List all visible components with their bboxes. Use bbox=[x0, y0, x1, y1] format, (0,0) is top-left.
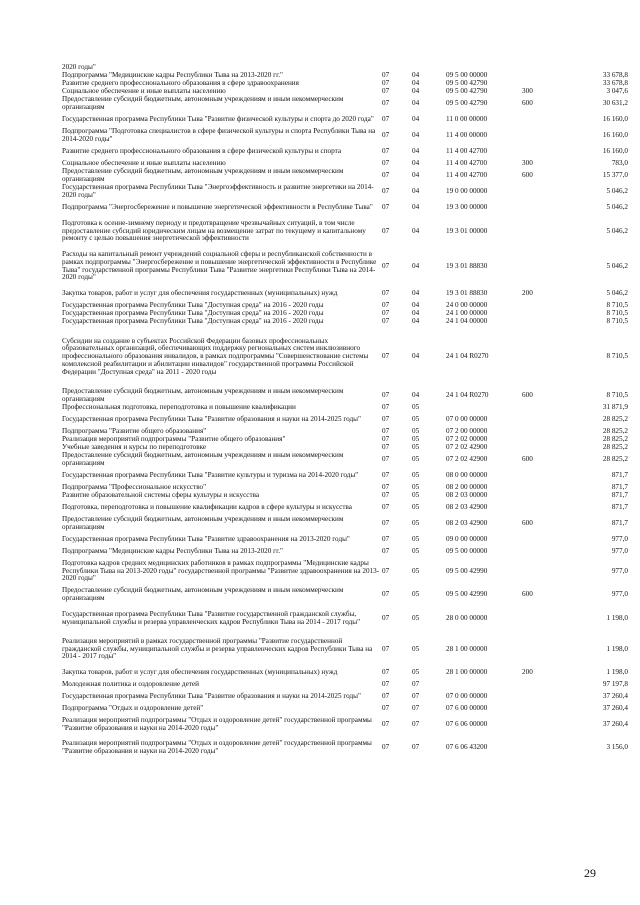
row-subsection-code: 05 bbox=[412, 435, 420, 444]
table-row bbox=[62, 247, 628, 286]
row-section-code: 07 bbox=[382, 309, 390, 318]
row-amount: 37 260,4 bbox=[602, 692, 628, 701]
row-amount: 871,7 bbox=[611, 483, 628, 492]
row-subsection-code: 04 bbox=[412, 87, 420, 96]
row-name: 2020 годы" bbox=[62, 63, 96, 72]
row-section-code: 07 bbox=[382, 115, 390, 124]
row-section-code: 07 bbox=[382, 71, 390, 80]
row-expense-type bbox=[522, 200, 556, 216]
row-expense-type bbox=[522, 444, 556, 452]
row-expense-type bbox=[522, 216, 556, 247]
row-target-article: 08 2 00 00000 bbox=[446, 483, 488, 492]
row-name: Реализация мероприятий подпрограммы "Отдых и оздоровление детей" государственной программы "Развитие образования и науки на 2014-2020 годы" bbox=[62, 715, 372, 732]
table-row bbox=[62, 665, 628, 681]
table-row bbox=[62, 603, 628, 634]
row-amount: 8 710,5 bbox=[606, 391, 628, 400]
row-subsection-code: 05 bbox=[412, 590, 420, 599]
row-section-code: 07 bbox=[382, 317, 390, 326]
row-subsection-code: 07 bbox=[412, 719, 420, 728]
row-section-code: 07 bbox=[382, 668, 390, 677]
table-row bbox=[62, 412, 628, 428]
row-name: Государственная программа Республики Тыва "Развитие здравоохранения на 2013-2020 годы" bbox=[62, 535, 350, 544]
row-amount: 33 678,8 bbox=[602, 79, 628, 88]
row-expense-type: 600 bbox=[522, 391, 533, 400]
row-expense-type bbox=[522, 492, 556, 500]
table-row bbox=[62, 144, 628, 160]
row-subsection-code: 05 bbox=[412, 668, 420, 677]
row-expense-type bbox=[522, 64, 556, 72]
row-section-code: 07 bbox=[382, 171, 390, 180]
row-amount: 28 825,2 bbox=[602, 415, 628, 424]
row-expense-type bbox=[522, 736, 556, 759]
row-subsection-code: 04 bbox=[412, 352, 420, 361]
row-expense-type bbox=[522, 689, 556, 705]
row-name: Подпрограмма "Отдых и оздоровление детей" bbox=[62, 704, 204, 713]
row-target-article: 11 4 00 42700 bbox=[446, 147, 488, 156]
row-name: Государственная программа Республики Тыва "Доступная среда" на 2016 - 2020 годы bbox=[62, 317, 324, 326]
row-name: Закупка товаров, работ и услуг для обеспечения государственных (муниципальных) нужд bbox=[62, 289, 338, 298]
table-row bbox=[62, 681, 628, 689]
row-target-article: 28 0 00 00000 bbox=[446, 613, 488, 622]
row-amount: 30 631,2 bbox=[602, 99, 628, 108]
row-expense-type: 600 bbox=[522, 519, 533, 528]
table-row bbox=[62, 326, 628, 388]
table-row bbox=[62, 468, 628, 484]
row-target-article: 09 5 00 42990 bbox=[446, 590, 488, 599]
row-target-article: 08 2 03 42900 bbox=[446, 503, 488, 512]
row-target-article: 07 6 00 00000 bbox=[446, 704, 488, 713]
row-section-code: 07 bbox=[382, 159, 390, 168]
row-name: Развитие образовательной системы сферы культуры и искусства bbox=[62, 491, 260, 500]
row-name: Подготовка, переподготовка и повышение квалификации кадров в сфере культуры и искусства bbox=[62, 503, 352, 512]
row-subsection-code: 04 bbox=[412, 115, 420, 124]
row-target-article: 24 1 04 R0270 bbox=[446, 391, 489, 400]
row-subsection-code: 05 bbox=[412, 535, 420, 544]
row-target-article: 07 2 02 42900 bbox=[446, 443, 488, 452]
row-expense-type bbox=[522, 634, 556, 665]
table-row bbox=[62, 532, 628, 548]
table-row bbox=[62, 492, 628, 500]
row-section-code: 07 bbox=[382, 131, 390, 140]
row-subsection-code: 04 bbox=[412, 261, 420, 270]
row-name: Государственная программа Республики Тыва "Развитие физической культуры и спорта до 2020 года" bbox=[62, 115, 374, 124]
row-amount: 1 198,0 bbox=[606, 644, 628, 653]
row-section-code: 07 bbox=[382, 613, 390, 622]
row-target-article: 09 5 00 42990 bbox=[446, 566, 488, 575]
row-target-article: 07 2 02 00000 bbox=[446, 435, 488, 444]
row-subsection-code: 05 bbox=[412, 566, 420, 575]
row-amount: 8 710,5 bbox=[606, 317, 628, 326]
row-target-article bbox=[446, 681, 522, 689]
row-subsection-code: 04 bbox=[412, 226, 420, 235]
row-name: Предоставление субсидий бюджетным, автономным учреждениям и иным некоммерческим организациям bbox=[62, 451, 344, 467]
row-subsection-code: 05 bbox=[412, 443, 420, 452]
row-name: Учебные заведения и курсы по переподготовке bbox=[62, 443, 207, 452]
budget-table bbox=[62, 64, 628, 759]
row-subsection-code: 07 bbox=[412, 742, 420, 751]
table-row bbox=[62, 216, 628, 247]
row-section-code: 07 bbox=[382, 680, 390, 689]
row-expense-type: 200 bbox=[522, 668, 533, 677]
row-section-code: 07 bbox=[382, 644, 390, 653]
row-section-code: 07 bbox=[382, 203, 390, 212]
row-target-article: 08 2 03 42900 bbox=[446, 519, 488, 528]
table-row bbox=[62, 452, 628, 468]
row-section-code: 07 bbox=[382, 261, 390, 270]
row-amount: 37 260,4 bbox=[602, 704, 628, 713]
row-section-code: 07 bbox=[382, 590, 390, 599]
row-expense-type bbox=[522, 72, 556, 80]
row-name: Подпрограмма "Подготовка специалистов в сфере физической культуры и спорта Республики Тыва на 2014-2020 годы" bbox=[62, 127, 376, 143]
row-expense-type bbox=[522, 548, 556, 556]
table-row bbox=[62, 96, 628, 112]
row-name: Предоставление субсидий бюджетным, автономным учреждениям и иным некоммерческим организациям bbox=[62, 515, 344, 531]
table-row bbox=[62, 713, 628, 736]
row-name: Профессиональная подготовка, переподготовка и повышение квалификации bbox=[62, 403, 296, 412]
row-target-article: 08 0 00 00000 bbox=[446, 471, 488, 480]
row-expense-type: 600 bbox=[522, 590, 533, 599]
row-subsection-code: 04 bbox=[412, 171, 420, 180]
row-amount: 37 260,4 bbox=[602, 719, 628, 728]
row-name: Государственная программа Республики Тыва "Развитие государственной гражданской службы, муниципальной службы и резерва управленческих кадров Республики Тыва на 2014 - 2017 годы" bbox=[62, 609, 361, 626]
row-section-code: 07 bbox=[382, 427, 390, 436]
row-target-article bbox=[446, 404, 522, 412]
row-amount: 28 825,2 bbox=[602, 443, 628, 452]
row-subsection-code: 05 bbox=[412, 613, 420, 622]
row-subsection-code: 05 bbox=[412, 455, 420, 464]
row-target-article: 07 0 00 00000 bbox=[446, 692, 488, 701]
table-row bbox=[62, 318, 628, 326]
row-expense-type: 600 bbox=[522, 99, 533, 108]
table-row bbox=[62, 548, 628, 556]
row-target-article: 24 1 00 00000 bbox=[446, 309, 488, 318]
table-row bbox=[62, 128, 628, 144]
row-name: Подпрограмма "Медицинские кадры Республики Тыва на 2013-2020 гг." bbox=[62, 547, 283, 556]
row-subsection-code: 05 bbox=[412, 503, 420, 512]
row-section-code: 07 bbox=[382, 519, 390, 528]
row-subsection-code: 05 bbox=[412, 547, 420, 556]
table-row bbox=[62, 500, 628, 516]
row-name: Субсидии на создание в субъектах Российской Федерации базовых профессиональных образовательных организаций, обеспечивающих поддержку региональных систем инклюзивного профессионального образования инвалидов, в рамках подпрограммы "Совершенствование системы комплексной реабилитации и абилитации инвалидов" государственной программы Российской Федерации "Доступная среда" на 2011 - 2020 годы bbox=[62, 336, 369, 376]
row-amount: 28 825,2 bbox=[602, 455, 628, 464]
row-name: Государственная программа Республики Тыва "Развитие культуры и туризма на 2014-2020 годы" bbox=[62, 471, 359, 480]
row-amount: 871,7 bbox=[611, 519, 628, 528]
row-section-code: 07 bbox=[382, 403, 390, 412]
table-row bbox=[62, 736, 628, 759]
row-amount: 1 198,0 bbox=[606, 613, 628, 622]
row-expense-type bbox=[522, 144, 556, 160]
row-target-article: 08 2 03 00000 bbox=[446, 491, 488, 500]
row-name: Государственная программа Республики Тыва "Энергоэффективность и развитие энергетики на 2014-2020 годы" bbox=[62, 183, 374, 199]
row-subsection-code: 05 bbox=[412, 483, 420, 492]
row-subsection-code: 04 bbox=[412, 317, 420, 326]
row-name: Государственная программа Республики Тыва "Развитие образования и науки на 2014-2025 годы" bbox=[62, 415, 361, 424]
row-name: Закупка товаров, работ и услуг для обеспечения государственных (муниципальных) нужд bbox=[62, 668, 338, 677]
row-subsection-code: 04 bbox=[412, 159, 420, 168]
row-target-article: 09 5 00 42790 bbox=[446, 79, 488, 88]
row-amount: 16 160,0 bbox=[602, 115, 628, 124]
row-subsection-code: 07 bbox=[412, 680, 420, 689]
row-section-code: 07 bbox=[382, 692, 390, 701]
row-subsection-code: 04 bbox=[412, 147, 420, 156]
row-expense-type bbox=[522, 428, 556, 436]
row-target-article: 07 6 06 00000 bbox=[446, 719, 488, 728]
row-amount: 16 160,0 bbox=[602, 147, 628, 156]
row-subsection-code: 04 bbox=[412, 99, 420, 108]
row-amount: 28 825,2 bbox=[602, 435, 628, 444]
row-name: Подпрограмма "Развитие общего образования" bbox=[62, 427, 207, 436]
row-section-code: 07 bbox=[382, 503, 390, 512]
row-target-article: 28 1 00 00000 bbox=[446, 644, 488, 653]
table-row bbox=[62, 404, 628, 412]
row-section-code: 07 bbox=[382, 535, 390, 544]
row-amount: 3 047,6 bbox=[606, 87, 628, 96]
row-subsection-code: 04 bbox=[412, 71, 420, 80]
row-amount: 5 046,2 bbox=[606, 289, 628, 298]
row-name: Подпрограмма "Энергосбережение и повышение энергетической эффективности в Республике Тыва" bbox=[62, 203, 373, 212]
page-number: 29 bbox=[584, 866, 596, 880]
row-name: Реализация мероприятий в рамках государственной программы "Развитие государственной гражданской службы, муниципальной службы и резерва управленческих кадров Республики Тыва на 2014 - 2017 годы" bbox=[62, 636, 373, 661]
row-expense-type: 600 bbox=[522, 455, 533, 464]
row-name: Предоставление субсидий бюджетным, автономным учреждениям и иным некоммерческим организациям bbox=[62, 167, 344, 183]
row-amount: 977,0 bbox=[611, 547, 628, 556]
row-section-code: 07 bbox=[382, 566, 390, 575]
row-section-code: 07 bbox=[382, 455, 390, 464]
row-target-article: 19 3 00 00000 bbox=[446, 203, 488, 212]
row-target-article: 11 4 00 42700 bbox=[446, 159, 488, 168]
row-target-article: 19 0 00 00000 bbox=[446, 187, 488, 196]
row-amount: 871,7 bbox=[611, 503, 628, 512]
row-name: Реализация мероприятий подпрограммы "Отдых и оздоровление детей" государственной программы "Развитие образования и науки на 2014-2020 годы" bbox=[62, 738, 372, 755]
row-name: Предоставление субсидий бюджетным, автономным учреждениям и иным некоммерческим организациям bbox=[62, 387, 344, 403]
row-name: Подпрограмма "Медицинские кадры Республики Тыва на 2013-2020 гг." bbox=[62, 71, 283, 80]
row-name: Развитие среднего профессионального образования в сфере здравоохранения bbox=[62, 79, 299, 88]
row-target-article: 11 4 00 42700 bbox=[446, 171, 488, 180]
row-section-code: 07 bbox=[382, 742, 390, 751]
row-target-article: 09 5 00 42790 bbox=[446, 99, 488, 108]
row-expense-type bbox=[522, 484, 556, 492]
table-row bbox=[62, 200, 628, 216]
table-row bbox=[62, 634, 628, 665]
row-target-article: 09 5 00 00000 bbox=[446, 547, 488, 556]
row-section-code: 07 bbox=[382, 415, 390, 424]
row-amount: 5 046,2 bbox=[606, 226, 628, 235]
row-name: Социальное обеспечение и иные выплаты населению bbox=[62, 159, 226, 168]
row-expense-type bbox=[522, 128, 556, 144]
row-subsection-code: 05 bbox=[412, 491, 420, 500]
row-subsection-code: 04 bbox=[412, 187, 420, 196]
row-amount: 8 710,5 bbox=[606, 309, 628, 318]
row-subsection-code: 04 bbox=[412, 289, 420, 298]
row-amount: 3 156,0 bbox=[606, 742, 628, 751]
row-subsection-code: 05 bbox=[412, 415, 420, 424]
row-target-article: 09 5 00 00000 bbox=[446, 71, 488, 80]
row-name: Подготовка кадров средних медицинских работников в рамках подпрограммы "Медицинские кадры Республики Тыва на 2013-2020 годы" государственной программы "Развитие здравоохранения на 2013-2020 годы" bbox=[62, 558, 380, 583]
row-amount: 97 197,8 bbox=[602, 680, 628, 689]
row-target-article: 07 6 06 43200 bbox=[446, 742, 488, 751]
row-name: Предоставление субсидий бюджетным, автономным учреждениям и иным некоммерческим организациям bbox=[62, 95, 344, 111]
row-amount: 31 871,9 bbox=[602, 403, 628, 412]
row-name: Государственная программа Республики Тыва "Доступная среда" на 2016 - 2020 годы bbox=[62, 301, 324, 310]
row-expense-type bbox=[522, 318, 556, 326]
table-row bbox=[62, 556, 628, 587]
row-expense-type bbox=[522, 184, 556, 200]
row-amount: 15 377,0 bbox=[602, 171, 628, 180]
row-expense-type bbox=[522, 603, 556, 634]
row-amount: 5 046,2 bbox=[606, 187, 628, 196]
row-target-article: 11 0 00 00000 bbox=[446, 115, 488, 124]
row-amount: 8 710,5 bbox=[606, 352, 628, 361]
row-section-code: 07 bbox=[382, 391, 390, 400]
row-subsection-code: 07 bbox=[412, 704, 420, 713]
row-expense-type bbox=[522, 412, 556, 428]
row-expense-type bbox=[522, 326, 556, 388]
row-subsection-code: 05 bbox=[412, 644, 420, 653]
table-row bbox=[62, 184, 628, 200]
row-section-code: 07 bbox=[382, 187, 390, 196]
row-name: Развитие среднего профессионального образования в сфере физической культуры и спорта bbox=[62, 147, 342, 156]
row-name: Социальное обеспечение и иные выплаты населению bbox=[62, 87, 226, 96]
row-section-code: 07 bbox=[382, 435, 390, 444]
row-section-code: 07 bbox=[382, 99, 390, 108]
row-section-code: 07 bbox=[382, 226, 390, 235]
row-target-article: 07 2 02 42900 bbox=[446, 455, 488, 464]
row-target-article: 11 4 00 00000 bbox=[446, 131, 488, 140]
row-expense-type bbox=[522, 681, 556, 689]
row-expense-type: 200 bbox=[522, 289, 533, 298]
row-amount: 33 678,8 bbox=[602, 71, 628, 80]
row-expense-type: 300 bbox=[522, 159, 533, 168]
row-amount: 16 160,0 bbox=[602, 131, 628, 140]
row-expense-type bbox=[522, 556, 556, 587]
row-target-article: 07 0 00 00000 bbox=[446, 415, 488, 424]
row-name: Предоставление субсидий бюджетным, автономным учреждениям и иным некоммерческим организациям bbox=[62, 586, 344, 602]
row-expense-type bbox=[522, 436, 556, 444]
row-amount: 5 046,2 bbox=[606, 261, 628, 270]
row-amount: 977,0 bbox=[611, 566, 628, 575]
row-expense-type bbox=[522, 310, 556, 318]
row-section-code: 07 bbox=[382, 289, 390, 298]
table-row bbox=[62, 388, 628, 404]
row-amount: 1 198,0 bbox=[606, 668, 628, 677]
row-subsection-code: 05 bbox=[412, 403, 420, 412]
row-subsection-code: 04 bbox=[412, 131, 420, 140]
table-row bbox=[62, 516, 628, 532]
row-subsection-code: 07 bbox=[412, 692, 420, 701]
row-name: Государственная программа Республики Тыва "Развитие образования и науки на 2014-2025 годы" bbox=[62, 692, 361, 701]
table-row bbox=[62, 587, 628, 603]
row-name: Молодежная политика и оздоровление детей bbox=[62, 680, 199, 689]
row-section-code: 07 bbox=[382, 79, 390, 88]
row-subsection-code: 04 bbox=[412, 309, 420, 318]
row-target-article: 24 0 00 00000 bbox=[446, 301, 488, 310]
budget-table-body bbox=[62, 64, 628, 759]
row-subsection-code: 05 bbox=[412, 427, 420, 436]
row-section-code: 07 bbox=[382, 547, 390, 556]
row-target-article: 28 1 00 00000 bbox=[446, 668, 488, 677]
row-expense-type: 600 bbox=[522, 171, 533, 180]
table-row bbox=[62, 286, 628, 302]
row-target-article: 19 3 01 88830 bbox=[446, 261, 488, 270]
row-target-article: 24 1 04 R0270 bbox=[446, 352, 489, 361]
row-expense-type bbox=[522, 404, 556, 412]
row-expense-type bbox=[522, 705, 556, 713]
row-name: Подготовка к осенне-зимнему периоду и предотвращение чрезвычайных ситуаций, в том числе предоставление субсидий юридическим лицам на возмещение затрат по текущему и капитальному ремонту с целью повышения энергетической эффективности bbox=[62, 218, 366, 243]
table-row bbox=[62, 705, 628, 713]
row-amount: 871,7 bbox=[611, 471, 628, 480]
row-section-code: 07 bbox=[382, 87, 390, 96]
row-target-article: 09 0 00 00000 bbox=[446, 535, 488, 544]
row-target-article: 19 3 01 00000 bbox=[446, 226, 488, 235]
row-target-article: 24 1 04 00000 bbox=[446, 317, 488, 326]
row-name: Реализация мероприятий подпрограммы "Развитие общего образования" bbox=[62, 435, 286, 444]
row-expense-type bbox=[522, 500, 556, 516]
row-section-code: 07 bbox=[382, 352, 390, 361]
row-section-code: 07 bbox=[382, 443, 390, 452]
row-target-article: 07 2 00 00000 bbox=[446, 427, 488, 436]
row-subsection-code: 05 bbox=[412, 471, 420, 480]
row-amount: 5 046,2 bbox=[606, 203, 628, 212]
row-expense-type: 300 bbox=[522, 87, 533, 96]
row-target-article: 09 5 00 42790 bbox=[446, 87, 488, 96]
row-subsection-code: 04 bbox=[412, 391, 420, 400]
row-section-code: 07 bbox=[382, 301, 390, 310]
row-amount: 28 825,2 bbox=[602, 427, 628, 436]
row-amount: 8 710,5 bbox=[606, 301, 628, 310]
row-name: Государственная программа Республики Тыва "Доступная среда" на 2016 - 2020 годы bbox=[62, 309, 324, 318]
table-row bbox=[62, 112, 628, 128]
row-amount: 977,0 bbox=[611, 535, 628, 544]
table-row bbox=[62, 689, 628, 705]
row-subsection-code: 05 bbox=[412, 519, 420, 528]
row-expense-type bbox=[522, 713, 556, 736]
row-expense-type bbox=[522, 247, 556, 286]
row-expense-type bbox=[522, 532, 556, 548]
row-name: Подпрограмма "Профессиональное искусство" bbox=[62, 483, 207, 492]
row-amount: 977,0 bbox=[611, 590, 628, 599]
row-subsection-code: 04 bbox=[412, 79, 420, 88]
row-subsection-code: 04 bbox=[412, 203, 420, 212]
row-target-article: 19 3 01 88830 bbox=[446, 289, 488, 298]
row-expense-type bbox=[522, 468, 556, 484]
table-row bbox=[62, 168, 628, 184]
row-amount: 783,0 bbox=[611, 159, 628, 168]
row-name: Расходы на капитальный ремонт учреждений социальной сферы и республиканской собственности в рамках подпрограммы "Энергосбережение и повышение энергетической эффективности в Республике Тыва" государственной программы Республики Тыва "Развитие энергетики Республики Тыва на 2014-2020 годы" bbox=[62, 250, 377, 282]
row-section-code: 07 bbox=[382, 471, 390, 480]
row-expense-type bbox=[522, 302, 556, 310]
row-section-code: 07 bbox=[382, 719, 390, 728]
row-section-code: 07 bbox=[382, 483, 390, 492]
row-subsection-code: 04 bbox=[412, 301, 420, 310]
row-expense-type bbox=[522, 112, 556, 128]
row-amount: 871,7 bbox=[611, 491, 628, 500]
row-section-code: 07 bbox=[382, 147, 390, 156]
row-section-code: 07 bbox=[382, 704, 390, 713]
row-section-code: 07 bbox=[382, 491, 390, 500]
